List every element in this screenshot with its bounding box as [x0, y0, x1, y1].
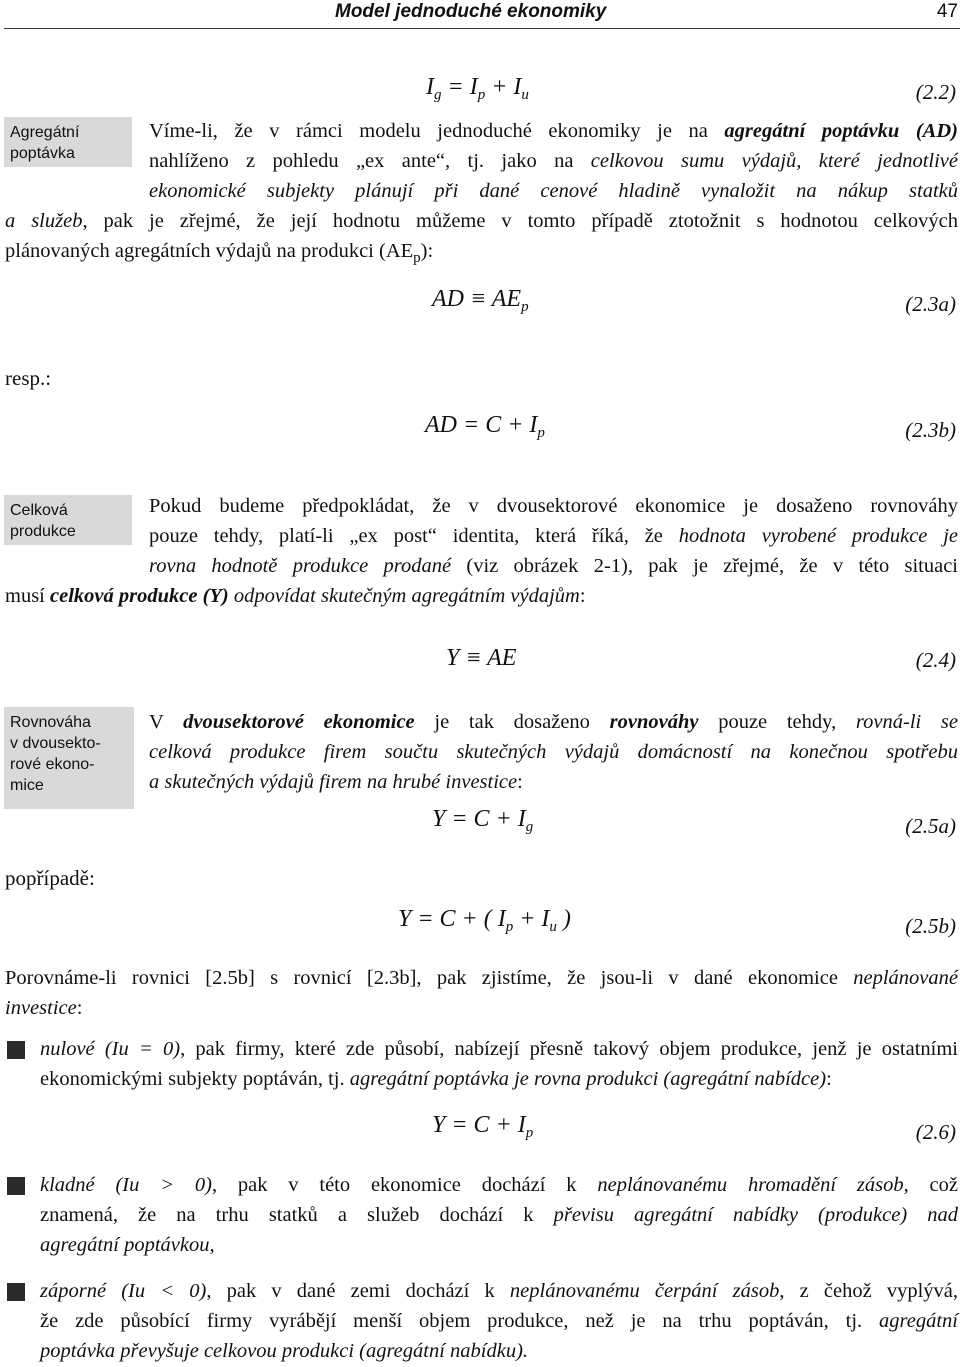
text-line: ekonomické subjekty plánují při dané cenové hladině vynaložit na nákup statků [149, 180, 958, 202]
equation-number: (2.3b) [905, 418, 956, 442]
equation-number: (2.2) [915, 80, 956, 104]
bullet-marker [7, 1283, 25, 1301]
margin-note-line: v dvousekto- [10, 735, 101, 752]
margin-note-line: mice [10, 777, 44, 794]
text-line: V dvousektorové ekonomice je tak dosaženo rovnováhy pouze tehdy, rovná-li se [149, 711, 958, 733]
chapter-title: Model jednoduché ekonomiky [335, 1, 607, 22]
text-line: poptávka převyšuje celkovou produkci (agregátní nabídku). [40, 1340, 529, 1362]
text-line: investice: [5, 997, 83, 1019]
text-line: znamená, že na trhu statků a služeb dochází k převisu agregátní nabídky (produkce) nad [40, 1204, 958, 1226]
text-line: a skutečných výdajů firem na hrubé investice: [149, 771, 523, 793]
equation-2-4: Y ≡ AE [446, 645, 517, 671]
margin-note-line: Rovnováha [10, 714, 91, 731]
equation-number: (2.5b) [905, 914, 956, 938]
margin-note-line: rové ekono- [10, 756, 95, 773]
equation-2-2: $I_g = I_p + I_u$ [426, 74, 529, 103]
equation-number: (2.6) [915, 1120, 956, 1144]
popripade-label: popřípadě: [5, 866, 95, 890]
text-line: agregátní poptávkou, [40, 1234, 215, 1256]
paragraph-total-production [5, 491, 958, 611]
text-line: ekonomickými subjekty poptáván, tj. agregátní poptávka je rovna produkci (agregátní nabídce): [40, 1068, 832, 1090]
equation-2-5b: Y = C + ( $I_p + I_u$ ) [398, 906, 571, 935]
text-line: záporné (Iu < 0), pak v dané zemi dochází k neplánovanému čerpání zásob, z čehož vyplývá, [40, 1280, 958, 1302]
margin-note-line: produkce [10, 523, 76, 540]
margin-note-line: Agregátní [10, 124, 80, 141]
equation-2-3a: AD ≡ $AE_p$ [432, 286, 529, 315]
text-line: Víme-li, že v rámci modelu jednoduché ekonomiky je na agregátní poptávku (AD) [149, 120, 958, 142]
resp-label: resp.: [5, 366, 52, 390]
text-line: plánovaných agregátních výdajů na produkci $(AE_p)$: [5, 240, 434, 267]
text-line: rovna hodnotě produkce prodané (viz obrázek 2-1), pak je zřejmé, že v této situaci [149, 555, 958, 577]
bullet-item-kladne [40, 1170, 958, 1260]
bullet-item-nulove [40, 1034, 958, 1094]
page-number: 47 [936, 1, 958, 22]
text-line: pouze tehdy, platí-li „ex post“ identita, která říká, že hodnota vyrobené produkce je [149, 525, 958, 547]
text-line: Pokud budeme předpokládat, že v dvousektorové ekonomice je dosaženo rovnováhy [149, 495, 958, 517]
text-line: nulové (Iu = 0), pak firmy, které zde působí, nabízejí přesně takový objem produkce, jenž je ostatními [40, 1038, 958, 1060]
text-line: že zde působící firmy vyrábějí menší objem produkce, než je na trhu poptáván, tj. agregátní [40, 1310, 958, 1332]
paragraph-aggregate-demand [5, 116, 958, 273]
text-line: kladné (Iu > 0), pak v této ekonomice dochází k neplánovanému hromadění zásob, což [40, 1174, 958, 1196]
paragraph-equilibrium [5, 707, 958, 797]
equation-2-3b: AD = $C + I_p$ [425, 412, 545, 441]
equation-2-5a: $Y = C + I_g$ [432, 806, 534, 835]
equation-number: (2.5a) [905, 814, 956, 838]
text-line: musí celková produkce (Y) odpovídat skutečným agregátním výdajům: [5, 585, 586, 607]
equation-number: (2.4) [915, 648, 956, 672]
text-line: a služeb, pak je zřejmé, že její hodnotu můžeme v tomto případě ztotožnit s hodnotou celkových [5, 210, 958, 232]
margin-note-line: poptávka [10, 145, 75, 162]
bullet-item-zaporne [40, 1276, 958, 1366]
text-line: celková produkce firem součtu skutečných výdajů domácností na konečnou spotřebu [149, 741, 958, 763]
text-line: nahlíženo z pohledu „ex ante“, tj. jako na celkovou sumu výdajů, které jednotlivé [149, 150, 958, 172]
running-header [4, 0, 960, 29]
equation-2-6: $Y = C + I_p$ [432, 1112, 534, 1141]
equation-number: (2.3a) [905, 292, 956, 316]
paragraph-comparison [5, 963, 958, 1023]
text-line: Porovnáme-li rovnici [2.5b] s rovnicí [2.3b], pak zjistíme, že jsou-li v dané ekonomice neplánované [5, 967, 958, 989]
margin-note-line: Celková [10, 502, 68, 519]
bullet-marker [7, 1177, 25, 1195]
bullet-marker [7, 1041, 25, 1059]
